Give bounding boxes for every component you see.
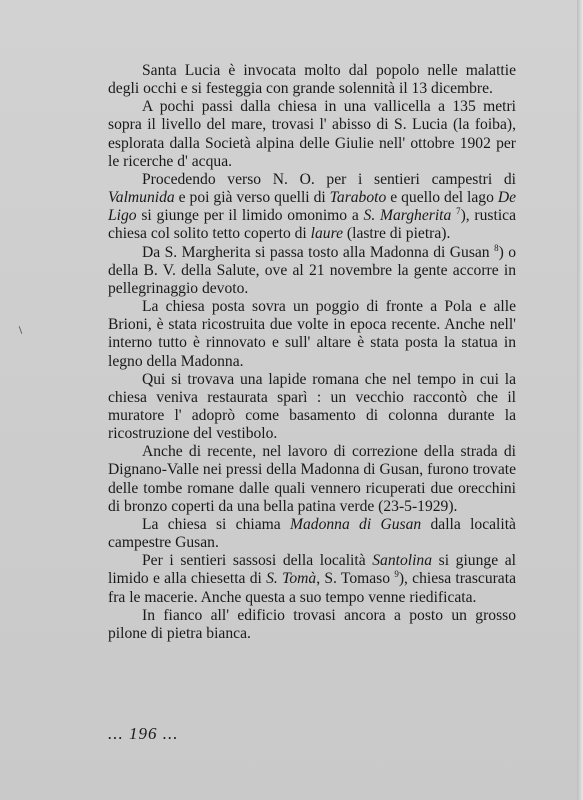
paragraph: La chiesa si chiama Madonna di Gusan dalla località campestre Gusan.: [108, 515, 516, 552]
paragraph: In fianco all' edificio trovasi ancora a posto un grosso pilone di pietra bianca.: [108, 606, 516, 642]
italic-term: De Ligo: [108, 189, 517, 225]
page-edge: [577, 0, 583, 800]
paragraph: Procedendo verso N. O. per i sentieri campestri di Valmunida e poi già verso quelli di Taraboto e quello del lago De Ligo si giunge per il limido omonimo a S. Margherita $^7$), rustica chiesa col solito tetto coperto di laure (lastre di pietra).: [108, 170, 517, 243]
paragraph: A pochi passi dalla chiesa in una vallicella a 135 metri sopra il livello del mare, trovasi l' abisso di S. Lucia (la foiba), esplorata dalla Società alpina delle Giulie nell' ottobre 1902 per le ricerche d' acqua.: [108, 98, 516, 170]
italic-term: Madonna di Gusan: [290, 515, 422, 533]
paragraph: La chiesa posta sovra un poggio di fronte a Pola e alle Brioni, è stata ricostruita due volte in epoca recente. Anche nell' interno tutto è rinnovato e sull' altare è stata posta la statua in legno della Madonna.: [108, 298, 516, 370]
paragraph: Da S. Margherita si passa tosto alla Madonna di Gusan $^8$) o della B. V. della Salute, ove al 21 novembre la gente accorre in pellegrinaggio devoto.: [108, 242, 516, 297]
body-text: [108, 62, 516, 643]
footnote-ref: 7: [456, 206, 461, 217]
paragraph: Per i sentieri sassosi della località Santolina si giunge al limido e alla chiesetta di S. Tomà, S. Tomaso $^9$), chiesa trascurata fra le macerie. Anche questa a suo tempo venne riedificata.: [108, 552, 516, 606]
footnote-ref: 8: [494, 242, 499, 253]
paragraph: Santa Lucia è invocata molto dal popolo nelle malattie degli occhi e si festeggia con grande solennità il 13 dicembre.: [108, 62, 516, 98]
italic-term: S. Margherita: [363, 207, 452, 225]
paragraph: Qui si trovava una lapide romana che nel tempo in cui la chiesa veniva restaurata sparì : un vecchio raccontò che il muratore l' adoprò come basamento di colonna durante la ricostruzione del vestibolo.: [108, 370, 516, 443]
italic-term: Valmunida: [108, 189, 175, 207]
italic-term: Santolina: [372, 552, 433, 570]
page-number: ... 196 ...: [108, 724, 179, 743]
italic-term: S. Tomà: [266, 570, 317, 588]
italic-term: laure: [310, 225, 344, 243]
margin-mark: [19, 326, 23, 334]
italic-term: Taraboto: [329, 189, 387, 207]
footnote-ref: 9: [394, 569, 399, 580]
paragraph: Anche di recente, nel lavoro di correzione della strada di Dignano-Valle nei pressi della Madonna di Gusan, furono trovate delle tombe romane dalle quali vennero ricuperati due orecchini di bronzo coperti da una bella patina verde (23-5-1929).: [108, 443, 516, 515]
